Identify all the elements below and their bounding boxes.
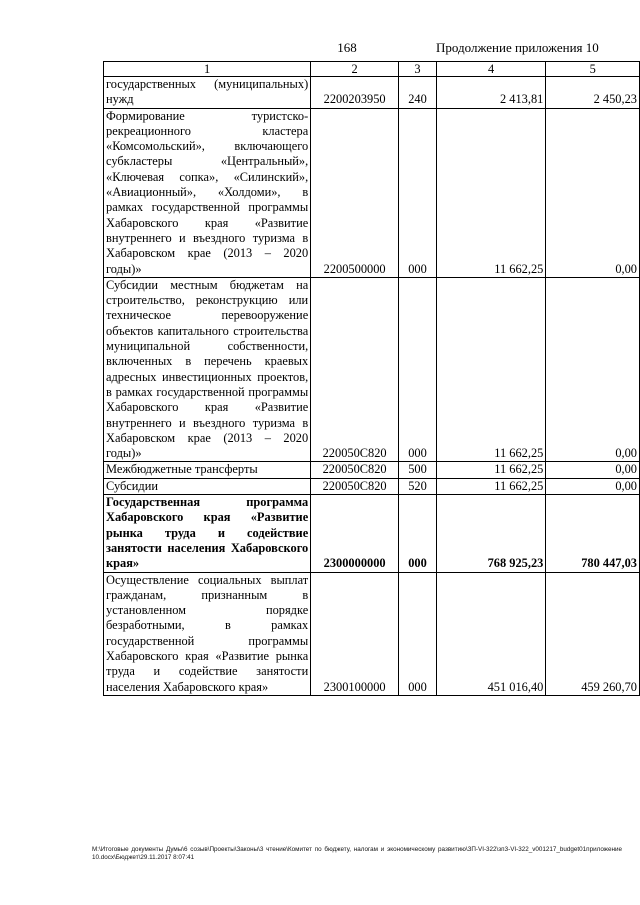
row-amount-2: 0,00: [546, 277, 640, 462]
document-file-path: М:\Итоговые документы Думы\6 созыв\Проекты\Законы\3 чтение\Комитет по бюджету, налогам и экономическому развитию\ЗП-VI-322\зп3-VI-322_v001217_budget01приложение 10.docx\Бюджет\29.11.2017 8:07:41: [92, 846, 622, 862]
row-code: 220050С820: [311, 462, 399, 478]
row-amount-2: 0,00: [546, 108, 640, 277]
row-expense-type: 000: [399, 572, 437, 695]
column-header: 4: [436, 62, 545, 77]
row-expense-type: 000: [399, 277, 437, 462]
appendix-continuation-label: Продолжение приложения 10: [436, 40, 599, 55]
row-amount-1: 11 662,25: [436, 108, 545, 277]
table-header-row: [104, 62, 640, 77]
page-number: 168: [337, 40, 357, 55]
column-header: 5: [546, 62, 640, 77]
column-header: 3: [399, 62, 437, 77]
budget-table: [103, 61, 640, 696]
row-amount-1: 2 413,81: [436, 77, 545, 109]
table-row: [104, 572, 640, 695]
row-amount-1: 11 662,25: [436, 462, 545, 478]
row-name: Субсидии местным бюджетам на строительство, реконструкцию или техническое перевооружение объектов капитального строительства муниципальной собственности, включенных в перечень краевых адресных инвестиционных проектов, в рамках государственной программы Хабаровского края «Развитие внутреннего и въездного туризма в Хабаровском крае (2013 – 2020 годы)»: [104, 277, 311, 462]
row-code: 220050С820: [311, 478, 399, 494]
row-amount-2: 0,00: [546, 462, 640, 478]
column-header: 2: [311, 62, 399, 77]
row-expense-type: 240: [399, 77, 437, 109]
row-name: Государственная программа Хабаровского края «Развитие рынка труда и содействие занятости населения Хабаровского края»: [104, 495, 311, 572]
row-amount-2: 459 260,70: [546, 572, 640, 695]
row-code: 220050С820: [311, 277, 399, 462]
row-amount-1: 768 925,23: [436, 495, 545, 572]
row-name: Осуществление социальных выплат гражданам, признанным в установленном порядке безработными, в рамках государственной программы Хабаровского края «Развитие рынка труда и содействие занятости населения Хабаровского края»: [104, 572, 311, 695]
row-code: 2200203950: [311, 77, 399, 109]
row-code: 2300000000: [311, 495, 399, 572]
table-row: [104, 495, 640, 572]
row-name: Межбюджетные трансферты: [104, 462, 311, 478]
row-amount-2: 780 447,03: [546, 495, 640, 572]
row-name: Субсидии: [104, 478, 311, 494]
table-row: [104, 478, 640, 494]
row-amount-1: 451 016,40: [436, 572, 545, 695]
row-expense-type: 500: [399, 462, 437, 478]
row-amount-2: 0,00: [546, 478, 640, 494]
row-expense-type: 000: [399, 108, 437, 277]
table-row: [104, 77, 640, 109]
table-row: [104, 462, 640, 478]
column-header: 1: [104, 62, 311, 77]
row-code: 2300100000: [311, 572, 399, 695]
row-amount-2: 2 450,23: [546, 77, 640, 109]
row-expense-type: 000: [399, 495, 437, 572]
table-row: [104, 277, 640, 462]
row-name: государственных (муниципальных) нужд: [104, 77, 311, 109]
row-code: 2200500000: [311, 108, 399, 277]
table-row: [104, 108, 640, 277]
row-name: Формирование туристско-рекреационного кластера «Комсомольский», включающего субкластеры «Центральный», «Ключевая сопка», «Силинский», «Авиационный», «Холдоми», в рамках государственной программы Хабаровского края «Развитие внутреннего и въездного туризма в Хабаровском крае (2013 – 2020 годы)»: [104, 108, 311, 277]
row-amount-1: 11 662,25: [436, 478, 545, 494]
row-amount-1: 11 662,25: [436, 277, 545, 462]
row-expense-type: 520: [399, 478, 437, 494]
